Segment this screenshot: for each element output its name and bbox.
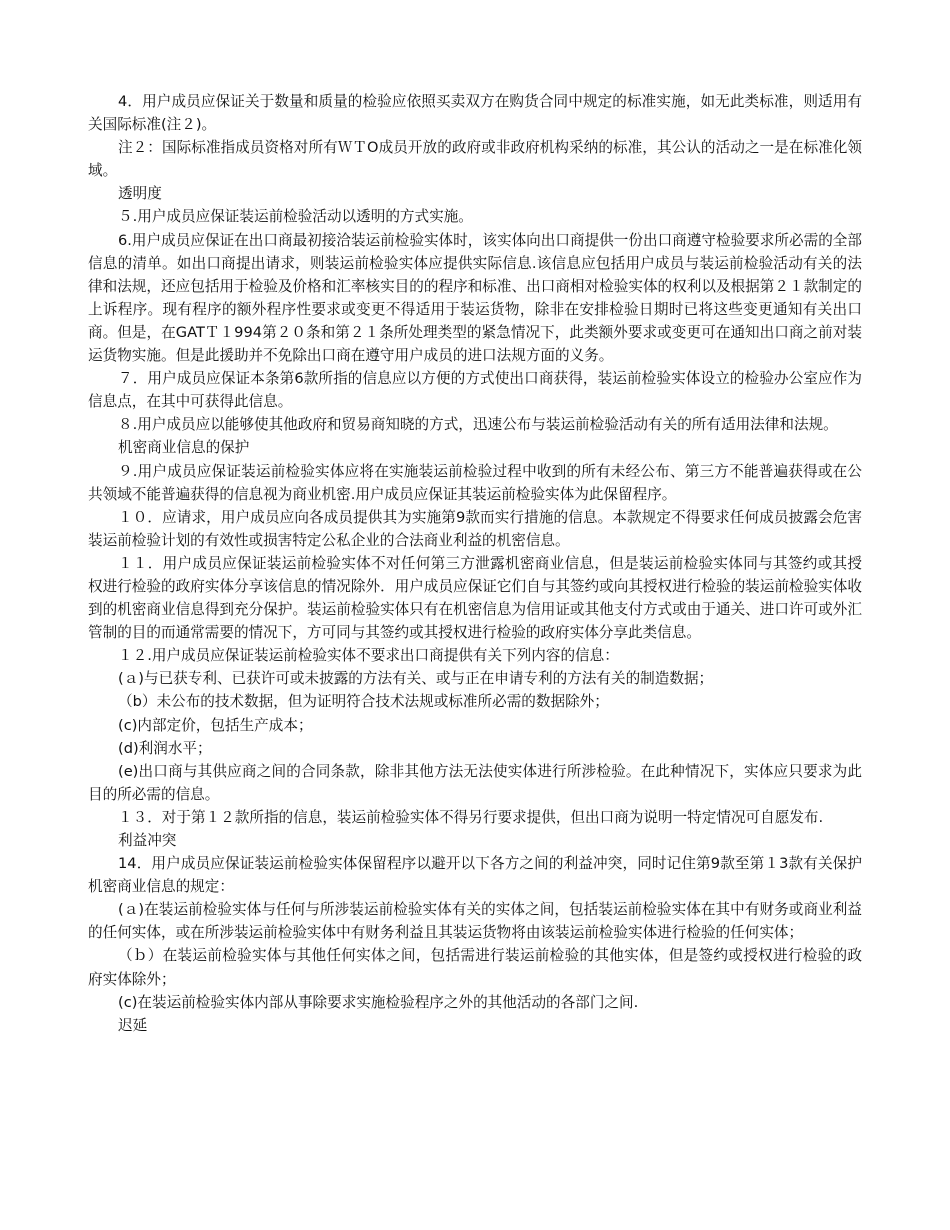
paragraph-14: 14．用户成员应保证装运前检验实体保留程序以避开以下各方之间的利益冲突，同时记住第9款至第１3款有关保护机密商业信息的规定： <box>88 855 862 896</box>
paragraph-11: １１．用户成员应保证装运前检验实体不对任何第三方泄露机密商业信息，但是装运前检验实体同与其签约或其授权进行检验的政府实体分享该信息的情况除外．用户成员应保证它们自与其签约或向其授权进行检验的装运前检验实体收到的机密商业信息得到充分保护。装运前检验实体只有在机密信息为信用证或其他支付方式或由于通关、进口许可或外汇管制的目的而通常需要的情况下，方可同与其签约或其授权进行检验的政府实体分享此类信息。 <box>88 554 862 642</box>
item-12b: （b）未公布的技术数据，但为证明符合技术法规或标准所必需的数据除外； <box>118 693 609 711</box>
paragraph-13: １３．对于第１２款所指的信息，装运前检验实体不得另行要求提供，但出口商为说明一特定情况可自愿发布. <box>118 808 824 826</box>
item-14b: （ｂ）在装运前检验实体与其他任何实体之间，包括需进行装运前检验的其他实体，但是签约或授权进行检验的政府实体除外； <box>88 947 862 988</box>
paragraph-5: ５.用户成员应保证装运前检验活动以透明的方式实施。 <box>118 208 473 226</box>
section-heading-confidential-info: 机密商业信息的保护 <box>118 439 250 457</box>
paragraph-4: 4．用户成员应保证关于数量和质量的检验应依照买卖双方在购货合同中规定的标准实施，如无此类标准，则适用有关国际标准(注２)。 <box>88 93 862 134</box>
paragraph-8: ８.用户成员应以能够使其他政府和贸易商知晓的方式，迅速公布与装运前检验活动有关的所有适用法律和法规。 <box>118 416 838 434</box>
paragraph-7: ７．用户成员应保证本条第6款所指的信息应以方便的方式使出口商获得，装运前检验实体设立的检验办公室应作为信息点，在其中可获得此信息。 <box>88 370 862 411</box>
section-heading-conflict-of-interest: 利益冲突 <box>118 832 177 849</box>
section-heading-delay: 迟延 <box>118 1016 148 1034</box>
item-14a: (ａ)在装运前检验实体与任何与所涉装运前检验实体有关的实体之间，包括装运前检验实体在其中有财务或商业利益的任何实体，或在所涉装运前检验实体中有财务利益且其装运货物将由该装运前检验实体进行检验的任何实体； <box>88 901 862 942</box>
section-heading-transparency: 透明度 <box>118 185 162 203</box>
item-12c: (c)内部定价，包括生产成本； <box>118 716 313 734</box>
document-body <box>88 90 862 1037</box>
item-12a: (ａ)与已获专利、已获许可或未披露的方法有关、或与正在申请专利的方法有关的制造数据； <box>118 670 714 688</box>
paragraph-10: １０．应请求，用户成员应向各成员提供其为实施第9款而实行措施的信息。本款规定不得要求任何成员披露会危害装运前检验计划的有效性或损害特定公私企业的合法商业利益的机密信息。 <box>88 508 862 549</box>
item-14c: (c)在装运前检验实体内部从事除要求实施检验程序之外的其他活动的各部门之间. <box>118 993 639 1011</box>
paragraph-6: 6.用户成员应保证在出口商最初接洽装运前检验实体时，该实体向出口商提供一份出口商遵守检验要求所必需的全部信息的清单。如出口商提出请求，则装运前检验实体应提供实际信息.该信息应包括用户成员与装运前检验活动有关的法律和法规，还应包括用于检验及价格和汇率核实目的的程序和标准、出口商相对检验实体的权利以及根据第２１款制定的上诉程序。现有程序的额外程序性要求或变更不得适用于装运货物，除非在安排检验日期时已将这些变更通知有关出口商。但是，在GATＴ１994第２０条和第２１条所处理类型的紧急情况下，此类额外要求或变更可在通知出口商之前对装运货物实施。但是此援助并不免除出口商在遵守用户成员的进口法规方面的义务。 <box>88 231 862 365</box>
item-12e: (e)出口商与其供应商之间的合同条款，除非其他方法无法使实体进行所涉检验。在此种情况下，实体应只要求为此目的所必需的信息。 <box>88 762 862 803</box>
note-2: 注２：国际标准指成员资格对所有ＷＴO成员开放的政府或非政府机构采纳的标准，其公认的活动之一是在标准化领域。 <box>88 139 862 180</box>
paragraph-12: １２.用户成员应保证装运前检验实体不要求出口商提供有关下列内容的信息： <box>118 647 619 665</box>
item-12d: (d)利润水平； <box>118 739 212 757</box>
paragraph-9: ９.用户成员应保证装运前检验实体应将在实施装运前检验过程中收到的所有未经公布、第三方不能普遍获得或在公共领域不能普遍获得的信息视为商业机密.用户成员应保证其装运前检验实体为此保留程序。 <box>88 462 862 503</box>
